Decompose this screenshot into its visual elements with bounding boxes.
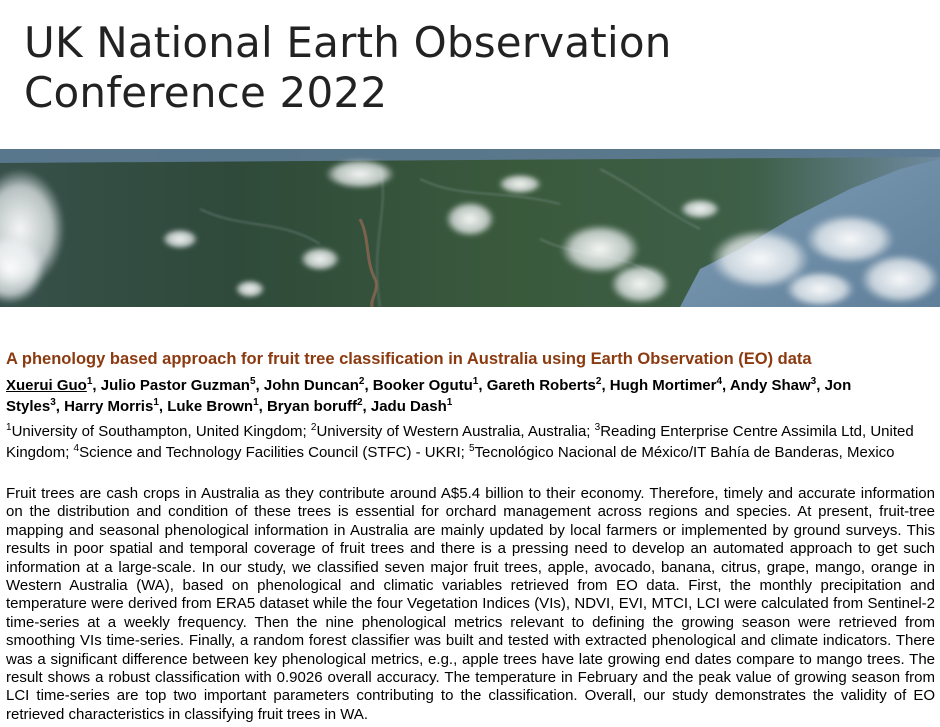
banner-satellite-image [0,149,940,307]
affiliation-text: Tecnológico Nacional de México/IT Bahía de Banderas, Mexico [474,444,895,461]
author-separator: , [816,377,825,394]
author-name: Jon Styles [6,377,852,415]
affiliation-number: 4 [73,443,80,454]
author-separator: , [601,377,610,394]
conference-title [24,18,924,118]
affiliation-text: University of Western Australia, Australia; [316,423,595,440]
author-separator: , [362,398,371,415]
author-name: Booker Ogutu [372,377,473,394]
author-affiliation-number: 1 [153,397,159,408]
conference-title-line-1: UK National Earth Observation [24,18,672,67]
author-separator: , [55,398,65,415]
author-separator: , [92,377,101,394]
author-affiliation-number: 1 [253,397,259,408]
author-affiliation-number: 2 [358,376,365,387]
affiliation-number: 2 [310,422,317,433]
author-name: Harry Morris [64,398,154,415]
author-separator: , [364,377,373,394]
author-list [6,375,906,417]
author-affiliation-number: 1 [446,397,453,408]
author-name: Xuerui Guo [6,377,87,394]
affiliation-number: 1 [6,422,12,433]
author-affiliation-number: 3 [50,397,56,408]
author-affiliation-number: 2 [356,397,363,408]
author-affiliation-number: 2 [595,376,602,387]
author-name: Hugh Mortimer [609,377,717,394]
affiliation-text: Science and Technology Facilities Council (STFC) - UKRI; [79,444,469,461]
author-name: Bryan boruff [266,398,357,415]
author-separator: , [258,398,267,415]
conference-title-line-2: Conference 2022 [24,68,388,117]
author-separator: , [722,377,730,394]
abstract-title: A phenology based approach for fruit tree classification in Australia using Earth Observation (EO) data [6,350,812,368]
affiliation-list [6,421,931,463]
author-name: Gareth Roberts [486,377,596,394]
author-affiliation-number: 1 [472,376,479,387]
author-separator: , [478,377,487,394]
author-affiliation-number: 4 [716,376,723,387]
affiliation-number: 5 [468,443,475,454]
affiliation-number: 3 [594,422,601,433]
author-separator: , [158,398,168,415]
affiliation-text: University of Southampton, United Kingdom; [11,423,311,440]
affiliation-text: Reading Enterprise Centre Assimila Ltd, United Kingdom; [6,423,914,461]
author-affiliation-number: 1 [86,376,93,387]
author-name: Julio Pastor Guzman [100,377,250,394]
abstract-body: Fruit trees are cash crops in Australia as they contribute around A$5.4 billion to their economy. Therefore, timely and accurate information on the distribution and condition of these trees is essential for orchard management across regions and species. At present, fruit-tree mapping and seasonal phenological information in Australia are mainly updated by local farmers or implemented by ground surveys. This results in poor spatial and temporal coverage of fruit trees and there is a pressing need to develop an automated approach to get such information at a large-scale. In our study, we classified seven major fruit trees, apple, avocado, banana, citrus, grape, mango, orange in Western Australia (WA), based on phenological and climatic variables retrieved from EO data. First, the monthly precipitation and temperature were derived from ERA5 dataset while the four Vegetation Indices (VIs), NDVI, EVI, MTCI, LCI were calculated from Sentinel-2 time-series at a weekly frequency. Then the nine phenological metrics relevant to defining the growing season were retrieved from smoothing VIs time-series. Finally, a random forest classifier was built and tested with extracted phenological and climate indicators. There was a significant difference between key phenological metrics, e.g., apple trees have late growing end dates compare to mango trees. The result shows a robust classification with 0.9026 overall accuracy. The temperature in February and the peak value of growing season from LCI time-series are top two important parameters contributing to the classification. Overall, our study demonstrates the validity of EO retrieved characteristics in classifying fruit trees in WA. [6,485,935,723]
author-name: Jadu Dash [370,398,447,415]
author-separator: , [255,377,264,394]
author-name: Luke Brown [167,398,254,415]
author-name: Andy Shaw [729,377,811,394]
author-name: John Duncan [263,377,359,394]
author-affiliation-number: 3 [810,376,817,387]
author-affiliation-number: 5 [249,376,256,387]
satellite-earth-image [0,149,940,307]
